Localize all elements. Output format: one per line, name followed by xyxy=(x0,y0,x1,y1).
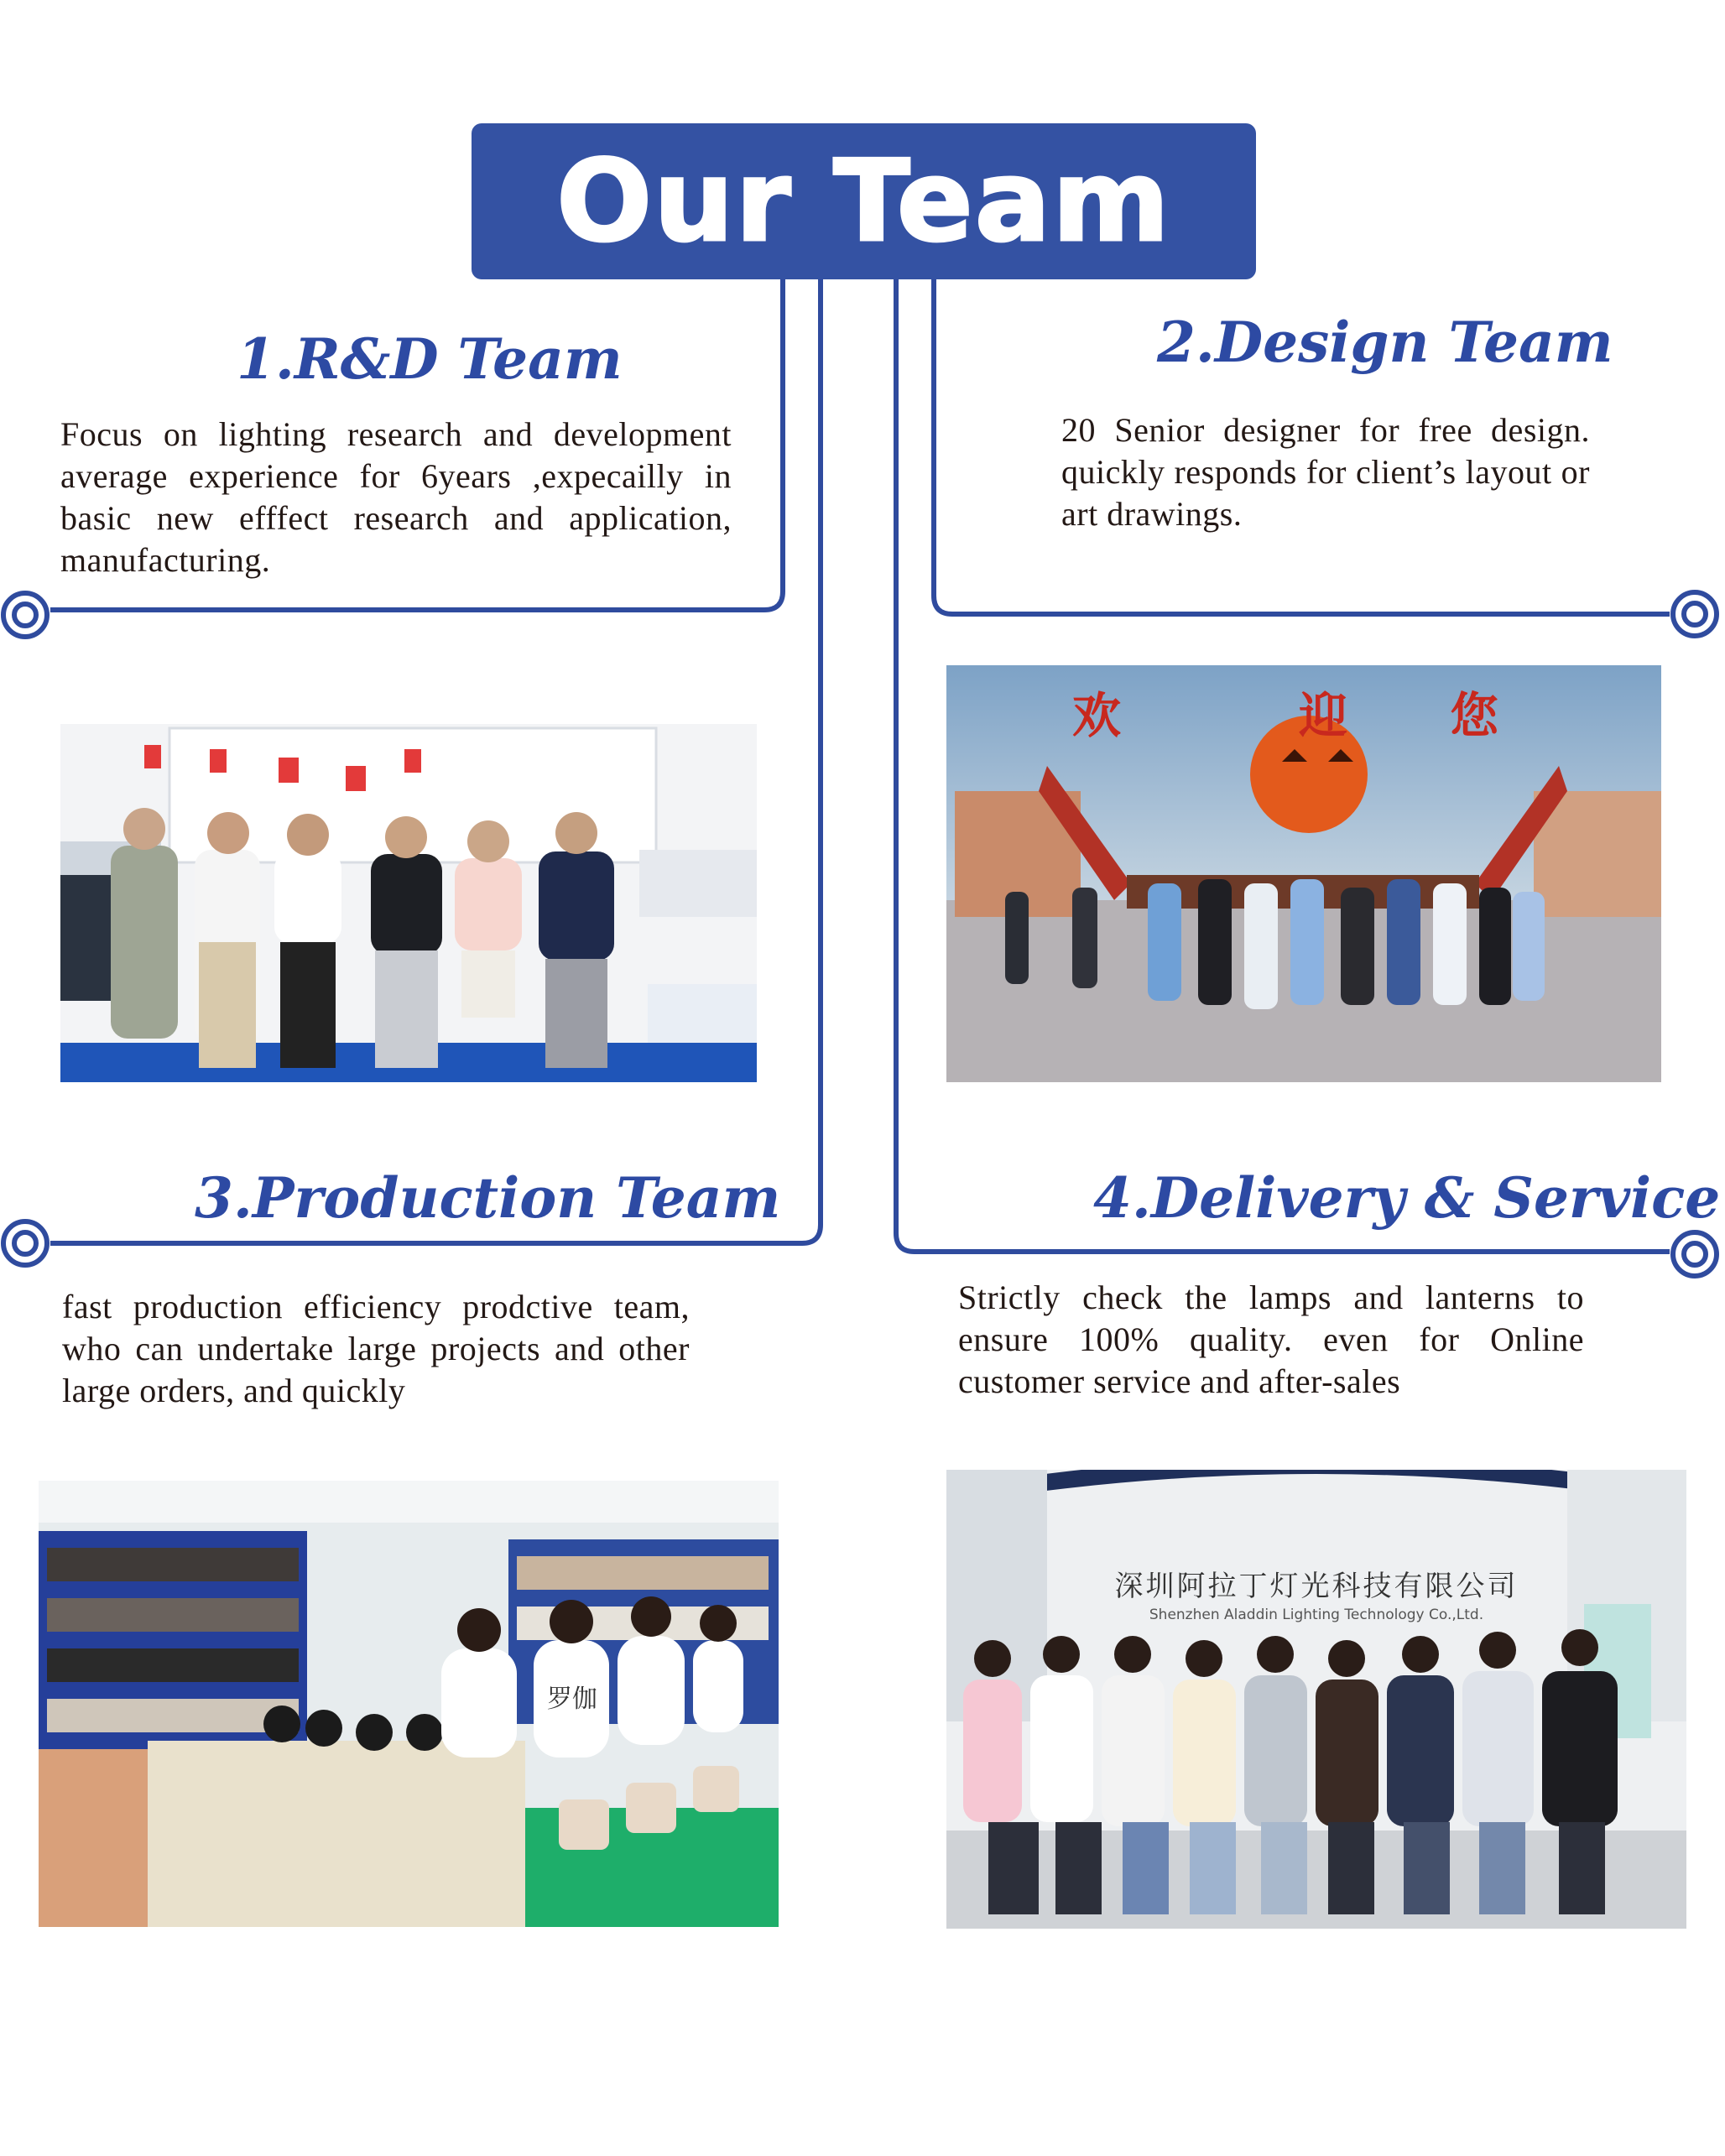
page-title: Our Team xyxy=(556,136,1171,267)
welcome-sign-char-3: 您 xyxy=(1450,687,1499,744)
company-wall-sign-en: Shenzhen Aladdin Lighting Technology Co.,Ltd. xyxy=(1149,1607,1484,1623)
rd-team-photo xyxy=(60,665,757,1082)
ring-marker-design xyxy=(1673,592,1717,636)
delivery-service-photo xyxy=(946,1470,1686,1929)
ring-marker-delivery xyxy=(1673,1232,1717,1276)
design-team-heading: 2.Design Team xyxy=(1157,310,1613,375)
production-team-heading: 3.Production Team xyxy=(195,1165,781,1231)
ring-marker-rd xyxy=(3,593,47,637)
welcome-sign-char-1: 欢 xyxy=(1072,687,1122,744)
design-team-photo xyxy=(946,665,1661,1082)
design-team-description: 20 Senior designer for free design. quickly responds for client’s layout or art drawings. xyxy=(1061,411,1590,533)
delivery-service-heading: 4.Delivery & Service xyxy=(1093,1165,1721,1231)
production-team-photo xyxy=(39,1481,779,1927)
ring-marker-production xyxy=(3,1221,47,1265)
company-wall-sign: 深圳阿拉丁灯光科技有限公司 xyxy=(1114,1570,1519,1603)
title-banner xyxy=(472,123,1256,279)
rd-team-heading: 1.R&D Team xyxy=(237,326,623,392)
delivery-service-description: Strictly check the lamps and lanterns to ensure 100% quality. even for Online customer service and after-sales xyxy=(958,1278,1584,1400)
welcome-sign-char-2: 迎 xyxy=(1299,687,1348,744)
shirt-logo-text: 罗伽 xyxy=(547,1685,597,1714)
rd-team-description: Focus on lighting research and development average experience for 6years ,expecailly in basic new efffect research and application, manufacturing. xyxy=(60,415,732,579)
production-team-description: fast production efficiency prodctive team, who can undertake large projects and other large orders, and quickly xyxy=(62,1288,690,1409)
